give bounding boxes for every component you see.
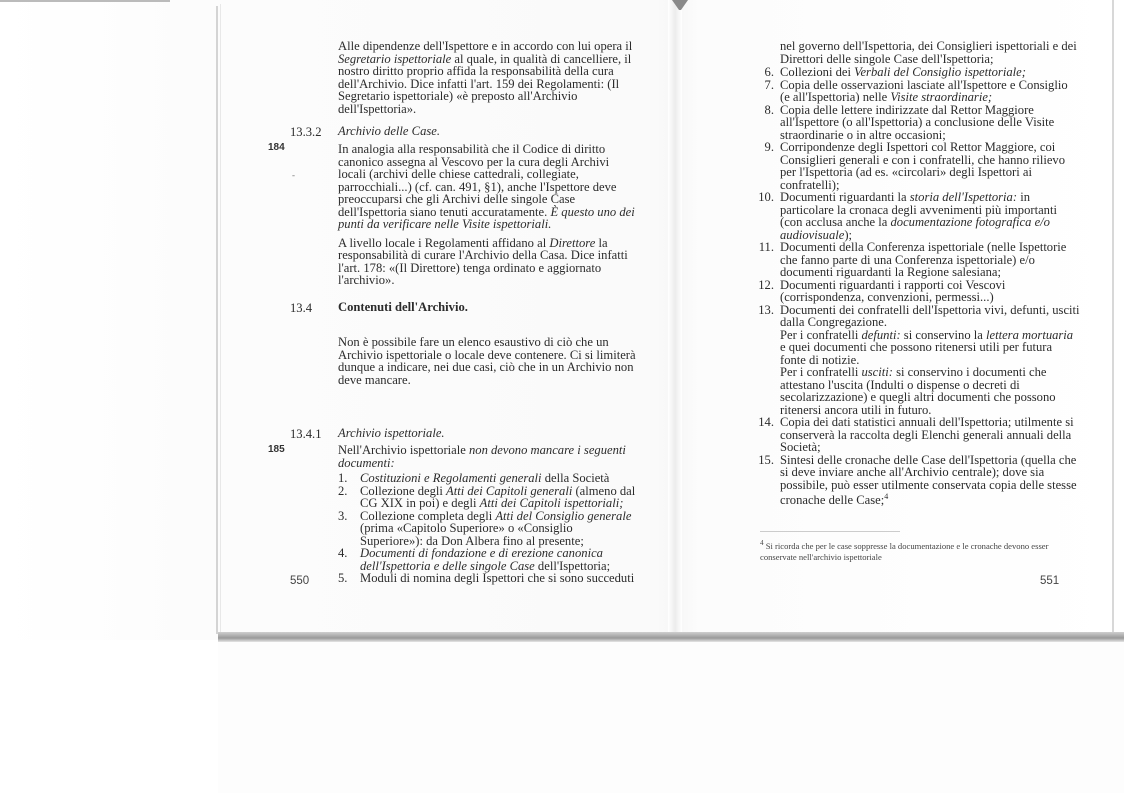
italic-text: Segretario ispettoriale xyxy=(338,51,452,66)
footnote-rule xyxy=(760,531,900,532)
paragraph-archivio-ispettoriale xyxy=(338,444,638,469)
text-run: e quei documenti che possono ritenersi utili per futura fonte di notizie. xyxy=(780,340,1053,367)
margin-number-184: 184 xyxy=(268,142,285,153)
italic-text: Direttore xyxy=(549,235,596,250)
list-item-number: 1. xyxy=(338,471,348,485)
right-edge xyxy=(1112,0,1114,640)
text-run: si conservino i documenti che attestano l'uscita (Indulti o dispense o decreti di secolarizzazione) e quegli altri documenti che possono ritenersi ancora utili in futuro. xyxy=(780,365,1056,417)
footnote-marker: 4 xyxy=(760,539,764,547)
italic-text: usciti: xyxy=(861,365,893,379)
list-item-text xyxy=(360,485,638,510)
list-item-number: 13. xyxy=(758,302,774,317)
list-item xyxy=(764,77,1080,104)
list-item-number: 10. xyxy=(758,190,774,204)
list-item-text xyxy=(780,279,1080,304)
list-item-number: 15. xyxy=(758,452,774,467)
text-run: Copia delle osservazioni lasciate all'Ispettore e Consiglio (e all'Ispettoria) nelle xyxy=(780,77,1068,104)
list-item-subparagraph xyxy=(780,366,1080,416)
list-item-text xyxy=(780,454,1080,507)
page-number-right: 551 xyxy=(1040,575,1060,587)
section-title-archivio-ispettoriale: Archivio ispettoriale. xyxy=(338,426,445,440)
footnote xyxy=(760,538,1060,563)
text-run: al quale, in qualità di cancelliere, il nostro diritto proprio affida la responsabilità della cura dell'Archivio. Dice infatti l'art. 159 dei Regolamenti: (Il Segretario ispettoriale) «è preposto all'Archivio dell'Ispettoria». xyxy=(338,51,632,116)
text-run: (almeno dal CG XIX in poi) e degli xyxy=(360,483,636,510)
scan-background xyxy=(218,642,1124,793)
text-run: Copia delle lettere indirizzate dal Rettor Maggiore all'Ispettore (o all'Ispettoria) a conclusione delle Visite straordinarie o in altre occasioni; xyxy=(780,102,1055,142)
italic-text: Documenti di fondazione e di erezione canonica dell'Ispettoria e delle singole Case xyxy=(360,546,603,573)
italic-text: lettera mortuaria xyxy=(986,327,1074,342)
text-run: A livello locale i Regolamenti affidano al xyxy=(338,235,550,250)
list-item-number: 8. xyxy=(764,102,774,117)
italic-text: Verbali del Consiglio ispettoriale; xyxy=(854,65,1026,79)
left-edge-shadow xyxy=(216,6,218,634)
margin-number-185: 185 xyxy=(268,444,285,455)
text-run: Collezione completa degli xyxy=(360,508,496,523)
list-item xyxy=(338,547,638,572)
text-run: Moduli di nomina degli Ispettori che si sono succeduti xyxy=(360,571,635,585)
text-run: Corripondenze degli Ispettori col Rettor Maggiore, coi Consiglieri generali e con i confratelli, che hanno rilievo per l'Ispettoria (ad es. «circolari» degli Ispettori ai confratelli); xyxy=(780,140,1066,192)
text-run: Per i confratelli xyxy=(780,327,862,342)
italic-text: Costituzioni e Regolamenti generali xyxy=(360,471,542,485)
margin-mark: - xyxy=(292,170,295,180)
page-bottom-edge xyxy=(218,632,1124,642)
list-item xyxy=(758,415,1080,454)
text-run: Documenti riguardanti i rapporti coi Vescovi (corrispondenza, convenzioni, permessi...) xyxy=(780,277,1006,304)
text-run: Collezione degli xyxy=(360,483,447,498)
italic-text: defunti: xyxy=(861,327,901,342)
gutter-mark xyxy=(672,0,688,10)
italic-text: storia dell'Ispettoria: xyxy=(909,190,1018,204)
text-run: (prima «Capitolo Superiore» o «Consiglio Superiore»): da Don Albera fino al presente; xyxy=(360,521,584,548)
list-item-subparagraph xyxy=(780,329,1080,367)
text-run: Collezioni dei xyxy=(780,65,855,79)
paragraph-archivio-case-1 xyxy=(338,143,638,231)
italic-text: È questo uno dei punti da verificare nelle Visite ispettoriali. xyxy=(338,204,635,231)
list-item-number: 9. xyxy=(764,140,774,154)
page-number-left: 550 xyxy=(290,575,310,587)
list-item-number: 7. xyxy=(764,77,774,92)
left-edge-line xyxy=(220,4,221,636)
footnote-reference: 4 xyxy=(884,492,889,501)
document-list-right xyxy=(758,65,1080,508)
text-run: Documenti riguardanti la xyxy=(780,190,910,204)
list-item xyxy=(338,572,638,585)
text-run: Per i confratelli xyxy=(780,365,862,379)
paragraph-contenuti: Non è possibile fare un elenco esaustivo di ciò che un Archivio ispettoriale o locale deve contenere. Ci si limiterà dunque a indicare, nei due casi, ciò che in un Archivio non deve mancare. xyxy=(338,335,636,387)
text-run: Nell'Archivio ispettoriale xyxy=(338,443,469,457)
list-item-number: 12. xyxy=(758,277,774,292)
italic-text: Atti dei Capitoli generali xyxy=(446,483,573,498)
text-run: si conservino la xyxy=(900,327,986,342)
section-number-13-3-2: 13.3.2 xyxy=(290,125,322,139)
list-item-text xyxy=(780,141,1080,191)
list-item-text xyxy=(780,104,1080,142)
section-number-13-4-1: 13.4.1 xyxy=(290,427,322,441)
intro-paragraph xyxy=(338,40,638,115)
list-item xyxy=(758,190,1080,242)
document-list-left xyxy=(338,472,638,585)
list-item-number: 5. xyxy=(338,571,348,585)
text-run: ); xyxy=(844,227,853,242)
list-item-text xyxy=(780,79,1080,104)
list-item xyxy=(758,452,1080,508)
list-item xyxy=(338,485,638,510)
section-title-archivio-case: Archivio delle Case. xyxy=(338,124,441,138)
section-title-contenuti: Contenuti dell'Archivio. xyxy=(338,300,468,314)
text-run: Sintesi delle cronache delle Case dell'Ispettoria (quella che si deve inviare anche all'Archivio centrale); dove sia possibile, può esser utilmente conservata copia delle stesse cronache delle Case; xyxy=(780,452,1077,508)
text-run: in particolare la cronaca degli avvenimenti più importanti (con acclusa anche la xyxy=(780,190,1057,229)
italic-text: Atti del Consiglio generale xyxy=(495,508,632,523)
list-item-number: 11. xyxy=(758,240,774,254)
list-item xyxy=(758,277,1080,304)
text-run: dell'Ispettoria; xyxy=(534,558,611,573)
italic-text: Atti dei Capitoli ispettoriali; xyxy=(479,496,624,510)
list-item xyxy=(758,302,1080,417)
footnote-text: Si ricorda che per le case soppresse la documentazione e le cronache devono esser conservate nell'archivio ispettoriale xyxy=(760,540,1049,562)
text-run: Copia dei dati statistici annuali dell'Ispettoria; utilmente si conserverà la raccolta degli Elenchi generali annuali della Società; xyxy=(780,415,1074,454)
list-item xyxy=(764,102,1080,142)
list-item xyxy=(758,240,1080,279)
list-continuation: nel governo dell'Ispettoria, dei Consiglieri ispettoriali e dei Direttori delle singole Case dell'Ispettoria; xyxy=(780,39,1077,66)
italic-text: Visite straordinarie; xyxy=(890,90,993,104)
list-item-text xyxy=(360,547,638,572)
list-item-text xyxy=(780,241,1080,279)
list-item-text xyxy=(780,416,1080,454)
list-item xyxy=(764,140,1080,192)
list-item-number: 4. xyxy=(338,546,348,560)
text-run: della Società xyxy=(541,471,610,485)
italic-text: documentazione fotografica e/o audiovisuale xyxy=(780,215,1050,242)
scan-edge xyxy=(0,0,170,2)
list-item xyxy=(338,510,638,548)
italic-text: non devono mancare i seguenti documenti: xyxy=(338,443,626,470)
list-item-text xyxy=(780,191,1080,241)
list-item-text xyxy=(360,510,638,548)
list-item-number: 2. xyxy=(338,483,348,498)
list-item-number: 3. xyxy=(338,508,348,523)
list-item-text xyxy=(360,572,638,585)
paragraph-archivio-case-2 xyxy=(338,237,638,287)
book-gutter xyxy=(668,0,682,640)
list-item-number: 14. xyxy=(758,415,774,429)
text-run: Documenti della Conferenza ispettoriale (nelle Ispettorie che fanno parte di una Conferenza ispettoriale) e/o documenti riguardanti la Regione salesiana; xyxy=(780,240,1067,279)
text-run: la responsabilità di curare l'Archivio della Casa. Dice infatti l'art. 178: «(Il Direttore) tenga ordinato e aggiornato l'archivio». xyxy=(338,235,628,287)
list-item-text xyxy=(780,304,1080,329)
text-run: In analogia alla responsabilità che il Codice di diritto canonico assegna al Vescovo per la cura degli Archivi locali (archivi delle chiese cattedrali, collegiate, parrocchiali...) (cf. can. 491, §1), anche l'Ispettore deve preoccuparsi che gli Archivi delle singole Case dell'Ispettoria siano tenuti accuratamente. xyxy=(338,142,617,219)
list-item-number: 6. xyxy=(764,65,774,79)
text-run: Documenti dei confratelli dell'Ispettoria vivi, defunti, usciti dalla Congregazione. xyxy=(780,302,1080,329)
text-run: Alle dipendenze dell'Ispettore e in accordo con lui opera il xyxy=(338,39,633,53)
section-number-13-4: 13.4 xyxy=(290,301,313,315)
